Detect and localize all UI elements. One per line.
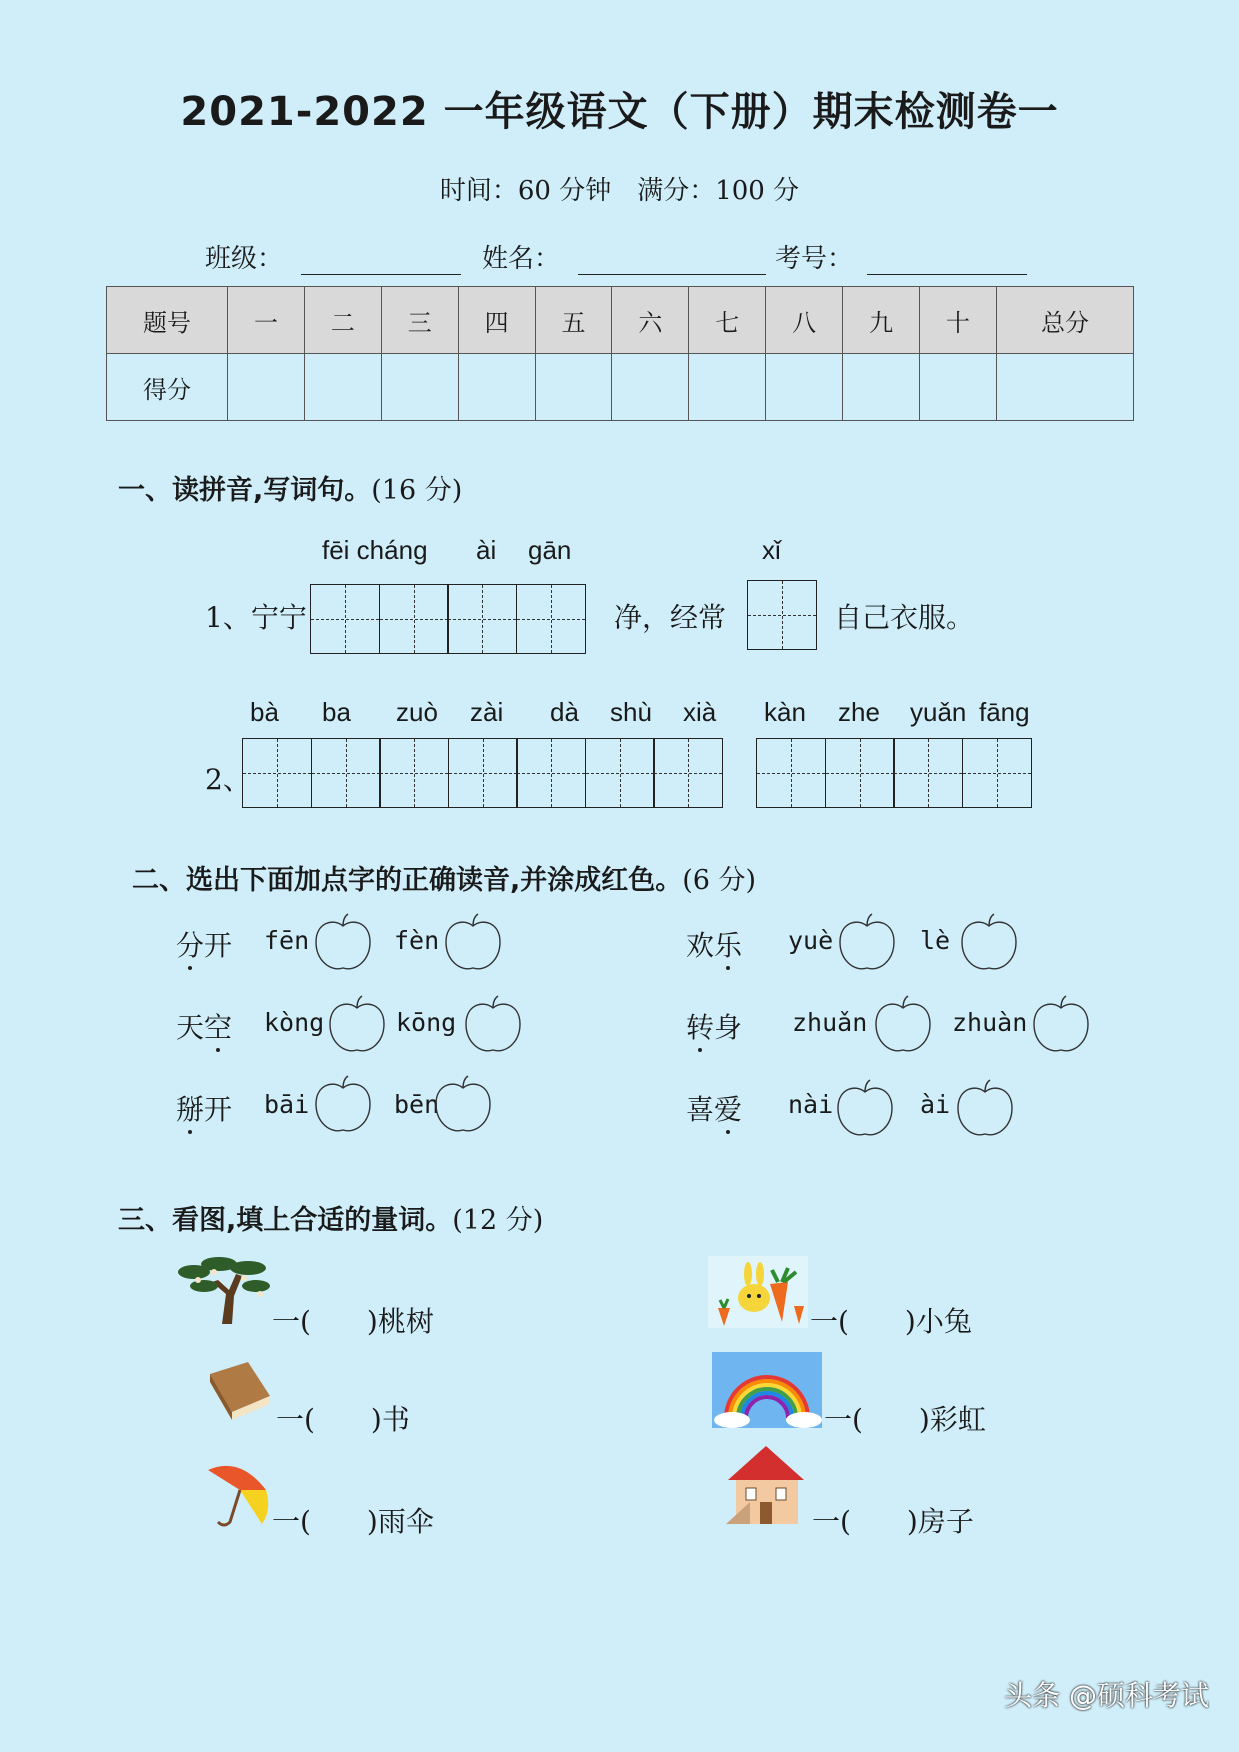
apple-answer-icon[interactable] [954, 1078, 1016, 1140]
pinyin-option: bāi [264, 1090, 310, 1119]
word-char: 爱 [714, 1088, 742, 1128]
pinyin-label: fāng [979, 697, 1030, 727]
rainbow-icon [712, 1352, 822, 1428]
score-header-cell: 总分 [997, 287, 1134, 354]
score-table-score-row [107, 354, 1134, 421]
writing-cell[interactable] [379, 584, 449, 654]
score-table [106, 286, 1134, 421]
score-header-cell: 六 [612, 287, 689, 354]
pinyin-option: lè [920, 926, 951, 955]
word-char: 转 [686, 1006, 714, 1046]
score-cell[interactable] [997, 354, 1134, 421]
target-word [686, 1006, 742, 1046]
writing-cell[interactable] [310, 584, 380, 654]
score-cell[interactable] [843, 354, 920, 421]
book-icon [204, 1356, 276, 1426]
pinyin-option: fèn [394, 926, 440, 955]
score-cell[interactable] [612, 354, 689, 421]
writing-cell[interactable] [585, 738, 655, 808]
score-cell[interactable] [458, 354, 535, 421]
writing-cell[interactable] [756, 738, 826, 808]
q1-writing-grid-a [310, 584, 586, 654]
writing-cell[interactable] [242, 738, 312, 808]
q1-writing-grid-b [747, 580, 817, 650]
word-char: 空 [204, 1006, 232, 1046]
q1-end-text: 自己衣服。 [834, 601, 975, 634]
writing-cell[interactable] [893, 738, 963, 808]
class-field [205, 238, 461, 275]
score-cell[interactable] [766, 354, 843, 421]
pinyin-option: zhuàn [952, 1008, 1028, 1037]
q2-writing-grid-b [756, 738, 1032, 808]
section1-points: (16 分) [371, 475, 463, 506]
score-header-cell: 八 [766, 287, 843, 354]
section1-heading [118, 468, 462, 507]
umbrella-icon [200, 1456, 274, 1528]
id-field [775, 238, 1027, 275]
class-blank[interactable] [301, 246, 461, 275]
writing-cell[interactable] [516, 584, 586, 654]
pinyin-label: kàn [764, 697, 806, 727]
writing-cell[interactable] [516, 738, 586, 808]
q2-prefix: 2、 [205, 763, 251, 796]
writing-cell[interactable] [379, 738, 449, 808]
id-blank[interactable] [867, 246, 1027, 275]
pinyin-label: gān [528, 535, 572, 565]
score-cell[interactable] [381, 354, 458, 421]
apple-answer-icon[interactable] [462, 994, 524, 1056]
pinyin-option: kòng [264, 1008, 325, 1037]
target-word [686, 1088, 742, 1128]
rabbit-icon [708, 1256, 808, 1328]
pinyin-label: xià [683, 697, 717, 727]
pinyin-label: zuò [396, 697, 438, 727]
q1-prefix: 1、宁宁 [205, 601, 307, 634]
pinyin-label: ài [476, 535, 497, 565]
pinyin-label: xǐ [762, 535, 781, 565]
score-cell[interactable] [920, 354, 997, 421]
section3-points: (12 分) [452, 1205, 544, 1236]
target-word [176, 924, 232, 964]
score-header-cell: 五 [535, 287, 612, 354]
score-header-cell: 一 [228, 287, 305, 354]
pinyin-option: yuè [788, 926, 834, 955]
word-char: 喜 [686, 1093, 715, 1126]
pinyin-option: bēn [394, 1090, 440, 1119]
name-blank[interactable] [578, 246, 766, 275]
id-label: 考号： [775, 244, 854, 274]
score-header-cell: 九 [843, 287, 920, 354]
pinyin-option: kōng [396, 1008, 457, 1037]
house-icon [720, 1440, 810, 1528]
apple-answer-icon[interactable] [432, 1074, 494, 1136]
score-cell[interactable] [228, 354, 305, 421]
section3-heading [118, 1198, 543, 1237]
score-row-label: 得分 [107, 354, 228, 421]
score-cell[interactable] [689, 354, 766, 421]
page-title: 2021-2022 一年级语文（下册）期末检测卷一 [180, 89, 1059, 135]
writing-cell[interactable] [653, 738, 723, 808]
section3-title: 三、看图,填上合适的量词。 [118, 1205, 453, 1236]
score-header-cell: 题号 [107, 287, 228, 354]
word-char: 开 [204, 1093, 233, 1126]
score-table-header-row [107, 287, 1134, 354]
pinyin-option: ài [920, 1090, 951, 1119]
pinyin-label: fēi cháng [322, 535, 428, 565]
tree-icon [174, 1254, 274, 1326]
target-word [176, 1088, 232, 1128]
score-header-cell: 三 [381, 287, 458, 354]
pinyin-option: nài [788, 1090, 834, 1119]
pinyin-label: zài [470, 697, 504, 727]
word-char: 身 [714, 1011, 743, 1044]
score-header-cell: 二 [304, 287, 381, 354]
watermark: 头条 @硕科考试 [1004, 1679, 1209, 1712]
pinyin-label: ba [322, 697, 351, 727]
section2-heading [132, 858, 756, 897]
measure-word-item-book: 一( )书 [276, 1403, 410, 1436]
score-cell[interactable] [535, 354, 612, 421]
class-label: 班级： [205, 244, 284, 274]
q1-mid-text: 净，经常 [614, 601, 727, 634]
pinyin-option: fēn [264, 926, 310, 955]
pinyin-label: shù [610, 697, 652, 727]
score-header-cell: 四 [458, 287, 535, 354]
section1-title: 一、读拼音,写词句。 [118, 475, 372, 506]
apple-answer-icon[interactable] [442, 912, 504, 974]
writing-cell[interactable] [747, 580, 817, 650]
pinyin-label: dà [550, 697, 579, 727]
target-word [686, 924, 742, 964]
word-char: 掰 [176, 1088, 204, 1128]
writing-cell[interactable] [825, 738, 895, 808]
name-field [482, 238, 766, 275]
measure-word-item-umbrella: 一( )雨伞 [272, 1505, 434, 1538]
apple-answer-icon[interactable] [326, 994, 388, 1056]
score-header-cell: 七 [689, 287, 766, 354]
word-char: 分 [176, 924, 204, 964]
target-word [176, 1006, 232, 1046]
score-cell[interactable] [304, 354, 381, 421]
measure-word-item-rabbit: 一( )小兔 [810, 1305, 972, 1338]
measure-word-item-rainbow: 一( )彩虹 [824, 1403, 986, 1436]
pinyin-label: yuǎn [910, 697, 967, 727]
word-char: 欢 [686, 929, 715, 962]
apple-answer-icon[interactable] [958, 912, 1020, 974]
word-char: 乐 [714, 924, 742, 964]
writing-cell[interactable] [447, 584, 517, 654]
exam-time-and-score: 时间：60 分钟 满分：100 分 [439, 176, 800, 206]
section2-title: 二、选出下面加点字的正确读音,并涂成红色。 [132, 865, 683, 896]
score-header-cell: 十 [920, 287, 997, 354]
apple-answer-icon[interactable] [1030, 994, 1092, 1056]
name-label: 姓名： [482, 244, 561, 274]
apple-answer-icon[interactable] [312, 912, 374, 974]
measure-word-item-house: 一( )房子 [812, 1505, 974, 1538]
word-char: 天 [176, 1011, 205, 1044]
pinyin-option: zhuǎn [792, 1008, 868, 1037]
pinyin-label: bà [250, 697, 279, 727]
section2-points: (6 分) [682, 865, 757, 896]
pinyin-label: zhe [838, 697, 880, 727]
writing-cell[interactable] [311, 738, 381, 808]
word-char: 开 [204, 929, 233, 962]
q2-writing-grid-a [242, 738, 723, 808]
apple-answer-icon[interactable] [834, 1078, 896, 1140]
apple-answer-icon[interactable] [312, 1074, 374, 1136]
writing-cell[interactable] [448, 738, 518, 808]
apple-answer-icon[interactable] [872, 994, 934, 1056]
writing-cell[interactable] [962, 738, 1032, 808]
measure-word-item-tree: 一( )桃树 [272, 1305, 434, 1338]
apple-answer-icon[interactable] [836, 912, 898, 974]
